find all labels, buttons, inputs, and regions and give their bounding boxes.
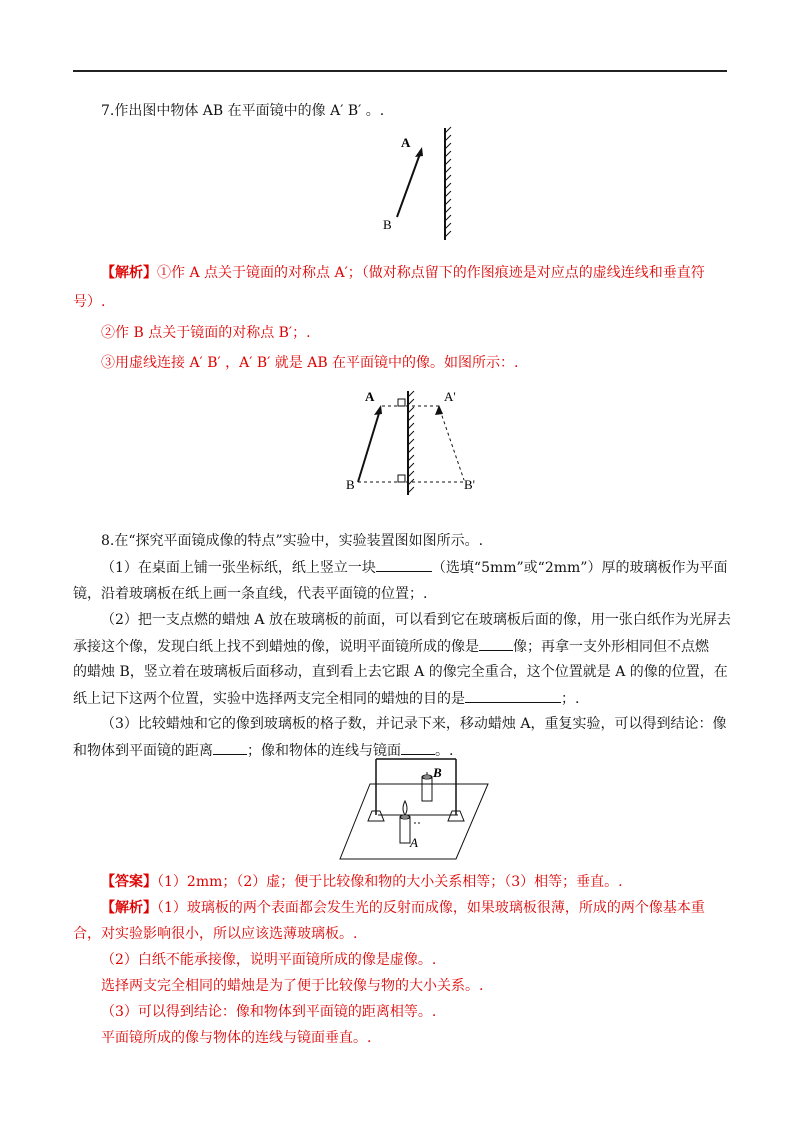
answer-blank	[213, 740, 247, 755]
arrow-head	[415, 147, 423, 157]
analysis-tag: 【解析】	[101, 265, 157, 281]
answer-blank	[401, 740, 435, 755]
q7-step-3: ③用虚线连接 A′ B′ ，A′ B′ 就是 AB 在平面镜中的像。如图所示：.	[101, 355, 519, 371]
q8-part1-line-2: 镜，沿着玻璃板在纸上画一条直线，代表平面镜的位置；.	[73, 586, 428, 602]
q8-answer	[101, 872, 623, 892]
q7-analysis-line-1	[101, 263, 705, 283]
label-a-prime: A'	[444, 389, 456, 404]
q8-apparatus-figure	[338, 757, 490, 864]
q8-stem: 8.在“探究平面镜成像的特点”实验中，实验装置图如图所示。.	[101, 533, 484, 549]
q8-analysis-line-4: 选择两支完全相同的蜡烛是为了便于比较像与物的大小关系。.	[101, 978, 484, 994]
candle-b	[422, 777, 432, 801]
right-angle-mark-top	[398, 399, 405, 406]
q7-figure-1	[375, 125, 465, 250]
q8-part2-line-1: （2）把一支点燃的蜡烛 A 放在玻璃板的前面，可以看到它在玻璃板后面的像，用一张白纸作为光屏去	[101, 612, 731, 628]
object-ab-arrow	[358, 410, 380, 482]
label-b-prime: B'	[464, 477, 476, 492]
q8-analysis-line-3: （2）白纸不能承接像，说明平面镜所成的像是虚像。.	[101, 952, 437, 968]
header-rule	[73, 70, 727, 72]
label-b: B	[433, 765, 442, 780]
q8-part2-line-3: 的蜡烛 B，竖立着在玻璃板后面移动，直到看上去它跟 A 的像完全重合，这个位置就是 A 的像的位置，在	[73, 664, 728, 680]
q7-step-2: ②作 B 点关于镜面的对称点 B′；.	[101, 325, 311, 341]
label-b: B	[346, 477, 355, 492]
arrow-head	[374, 405, 382, 415]
image-ab-dashed	[440, 410, 464, 480]
q8-analysis-line-2: 合，对实验影响很小，所以应该选薄玻璃板。.	[73, 926, 358, 942]
answer-blank	[479, 636, 513, 651]
q8-part2-line-2: 承接这个像，发现白纸上找不到蜡烛的像，说明平面镜所成的像是 像；再拿一支外形相同但不点燃	[73, 636, 709, 657]
flame-a	[403, 801, 407, 815]
answer-blank	[376, 557, 432, 572]
q8-part1-line-1: （1）在桌面上铺一张坐标纸，纸上竖立一块 （选填“5mm”或“2mm”）厚的玻璃板作为平面	[101, 557, 727, 578]
candle-a	[400, 817, 410, 843]
q8-part3-line-1: （3）比较蜡烛和它的像到玻璃板的格子数，并记录下来，移动蜡烛 A，重复实验，可以得到结论：像	[101, 716, 727, 732]
label-b: B	[383, 217, 392, 232]
q8-analysis-line-6: 平面镜所成的像与物体的连线与镜面垂直。.	[101, 1030, 372, 1046]
answer-tag: 【答案】	[101, 874, 157, 890]
q8-analysis-line-1: 【解析】（1）玻璃板的两个表面都会发生光的反射而成像，如果玻璃板很薄，所成的两个像基本重	[101, 900, 705, 916]
q7-figure-2	[340, 385, 490, 505]
right-angle-mark-bottom	[398, 475, 405, 482]
q8-part3-line-2: 和物体到平面镜的距离 ；像和物体的连线与镜面 。.	[73, 740, 453, 761]
q7-analysis-line-2: 号）.	[73, 294, 106, 310]
label-a: A	[365, 389, 375, 404]
analysis-text: ①作 A 点关于镜面的对称点 A′；（做对称点留下的作图痕迹是对应点的虚线连线和垂直符	[157, 265, 705, 281]
answer-blank	[465, 688, 561, 703]
analysis-tag: 【解析】	[101, 900, 157, 916]
q8-part2-line-4: 纸上记下这两个位置，实验中选择两支完全相同的蜡烛的目的是 ；.	[73, 688, 579, 709]
label-a: A	[401, 135, 411, 150]
answer-text: （1）2mm；（2）虚；便于比较像和物的大小关系相等；（3）相等；垂直。.	[157, 874, 623, 890]
object-ab-arrow	[397, 151, 421, 217]
q8-analysis-line-5: （3）可以得到结论：像和物体到平面镜的距离相等。.	[101, 1004, 437, 1020]
q7-stem: 7.作出图中物体 AB 在平面镜中的像 A′ B′ 。.	[101, 103, 385, 119]
label-a: A	[410, 835, 418, 850]
